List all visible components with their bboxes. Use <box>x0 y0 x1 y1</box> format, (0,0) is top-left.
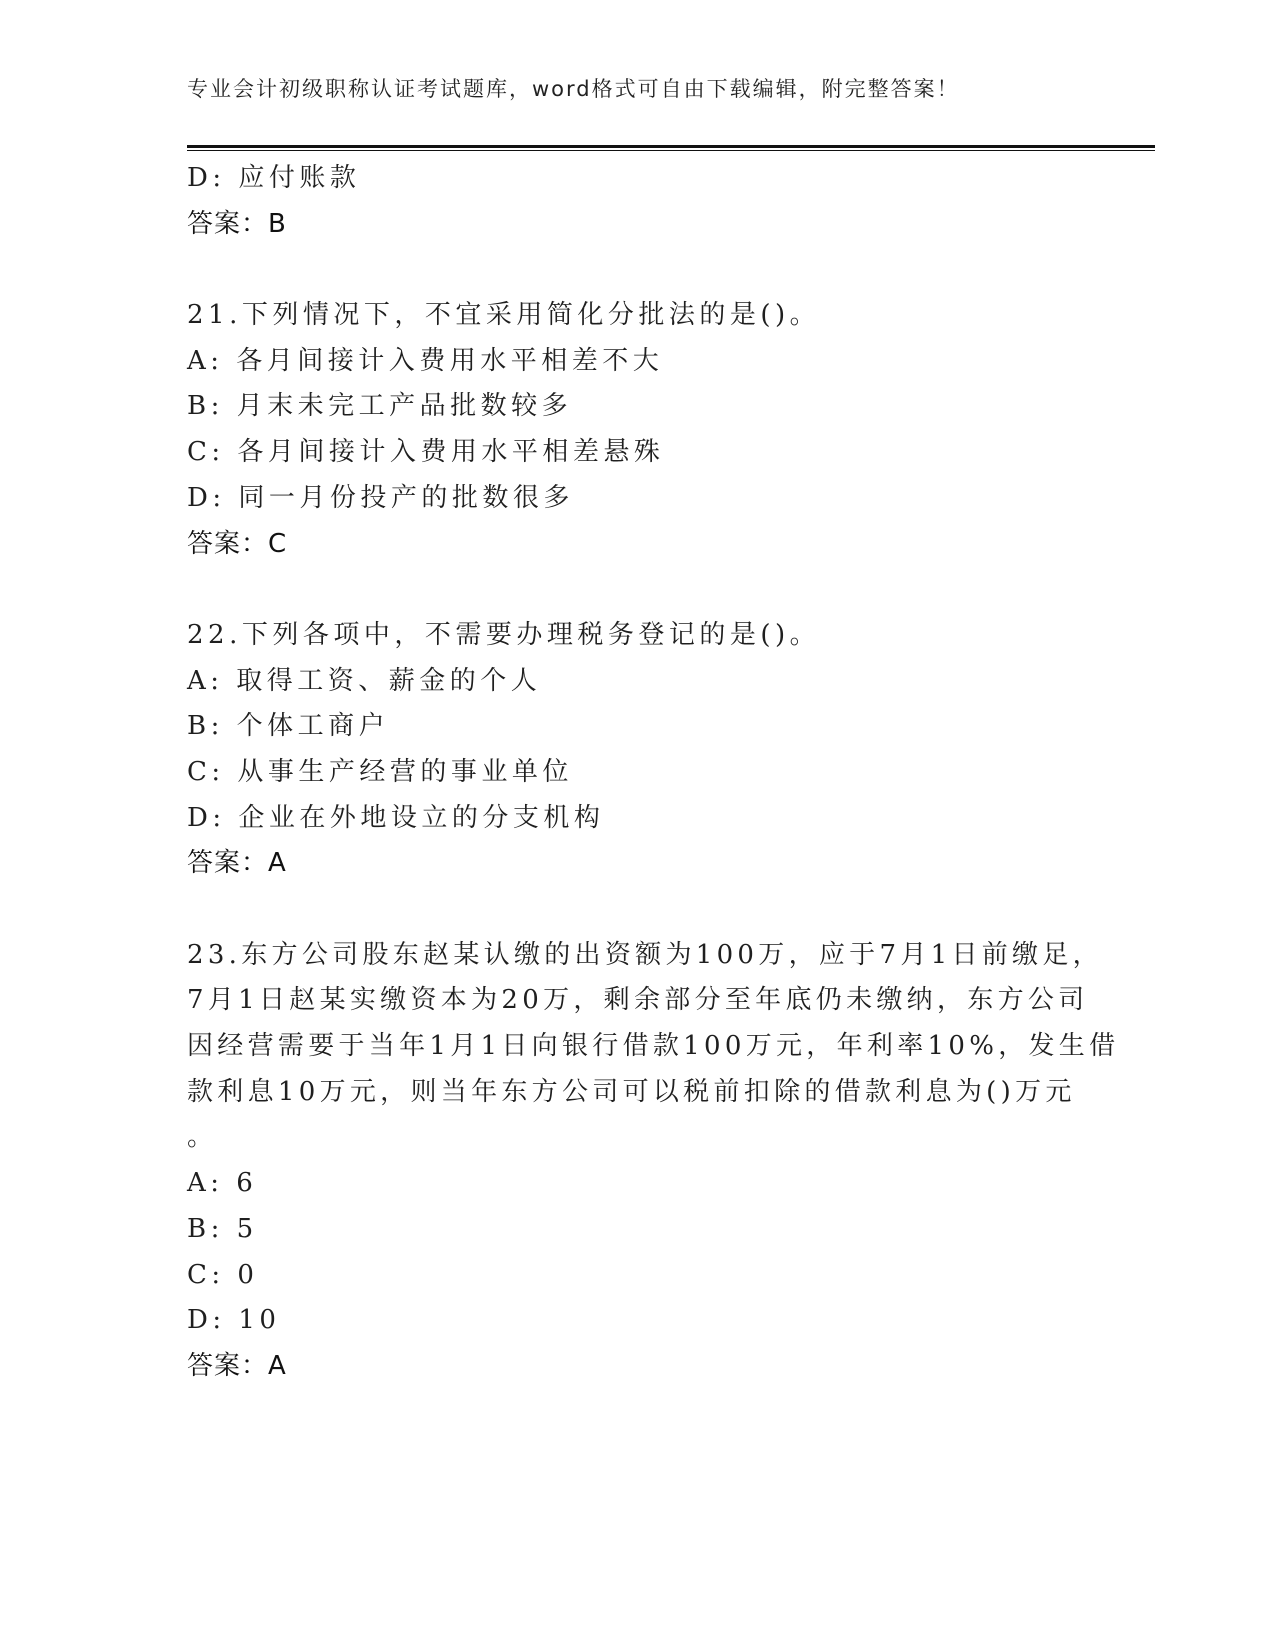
question-title-line: 23.东方公司股东赵某认缴的出资额为100万，应于7月1日前缴足， <box>187 939 1103 970</box>
answer: 答案：B <box>187 208 287 239</box>
header-divider <box>187 145 1155 151</box>
question-23 <box>187 933 1120 1390</box>
answer: 答案：C <box>187 528 288 559</box>
answer: 答案：A <box>187 848 287 879</box>
option-d: D: 10 <box>187 1305 281 1336</box>
option-a: A: 各月间接计入费用水平相差不大 <box>187 345 664 376</box>
question-title <box>187 933 1120 1161</box>
option-a: A: 6 <box>187 1168 258 1199</box>
option-c: C: 从事生产经营的事业单位 <box>187 756 573 787</box>
question-title-line: 因经营需要于当年1月1日向银行借款100万元，年利率10%，发生借 <box>187 1031 1120 1062</box>
option-b: B: 5 <box>187 1213 258 1244</box>
question-title-line: 款利息10万元，则当年东方公司可以税前扣除的借款利息为()万元 <box>187 1076 1076 1107</box>
question-content <box>187 156 1120 1390</box>
spacer <box>187 887 1087 933</box>
option-c: C: 0 <box>187 1259 259 1290</box>
option-d: D: 企业在外地设立的分支机构 <box>187 802 605 833</box>
question-22 <box>187 613 1087 887</box>
option-b: B: 个体工商户 <box>187 711 390 742</box>
question-title-line: 7月1日赵某实缴资本为20万，剩余部分至年底仍未缴纳，东方公司 <box>187 985 1089 1016</box>
option-d: D: 应付账款 <box>187 163 361 193</box>
spacer <box>187 567 1087 613</box>
option-d: D: 同一月份投产的批数很多 <box>187 482 574 513</box>
question-21 <box>187 293 1087 567</box>
option-a: A: 取得工资、薪金的个人 <box>187 665 542 696</box>
question-title: 21.下列情况下，不宜采用简化分批法的是()。 <box>187 300 821 331</box>
answer: 答案：A <box>187 1350 287 1381</box>
page-header: 专业会计初级职称认证考试题库，word格式可自由下载编辑，附完整答案！ <box>187 77 960 101</box>
option-c: C: 各月间接计入费用水平相差悬殊 <box>187 437 665 468</box>
question-title: 22.下列各项中，不需要办理税务登记的是()。 <box>187 619 821 650</box>
question-title-line: 。 <box>187 1122 218 1153</box>
option-b: B: 月末未完工产品批数较多 <box>187 391 573 422</box>
spacer <box>187 247 1087 293</box>
